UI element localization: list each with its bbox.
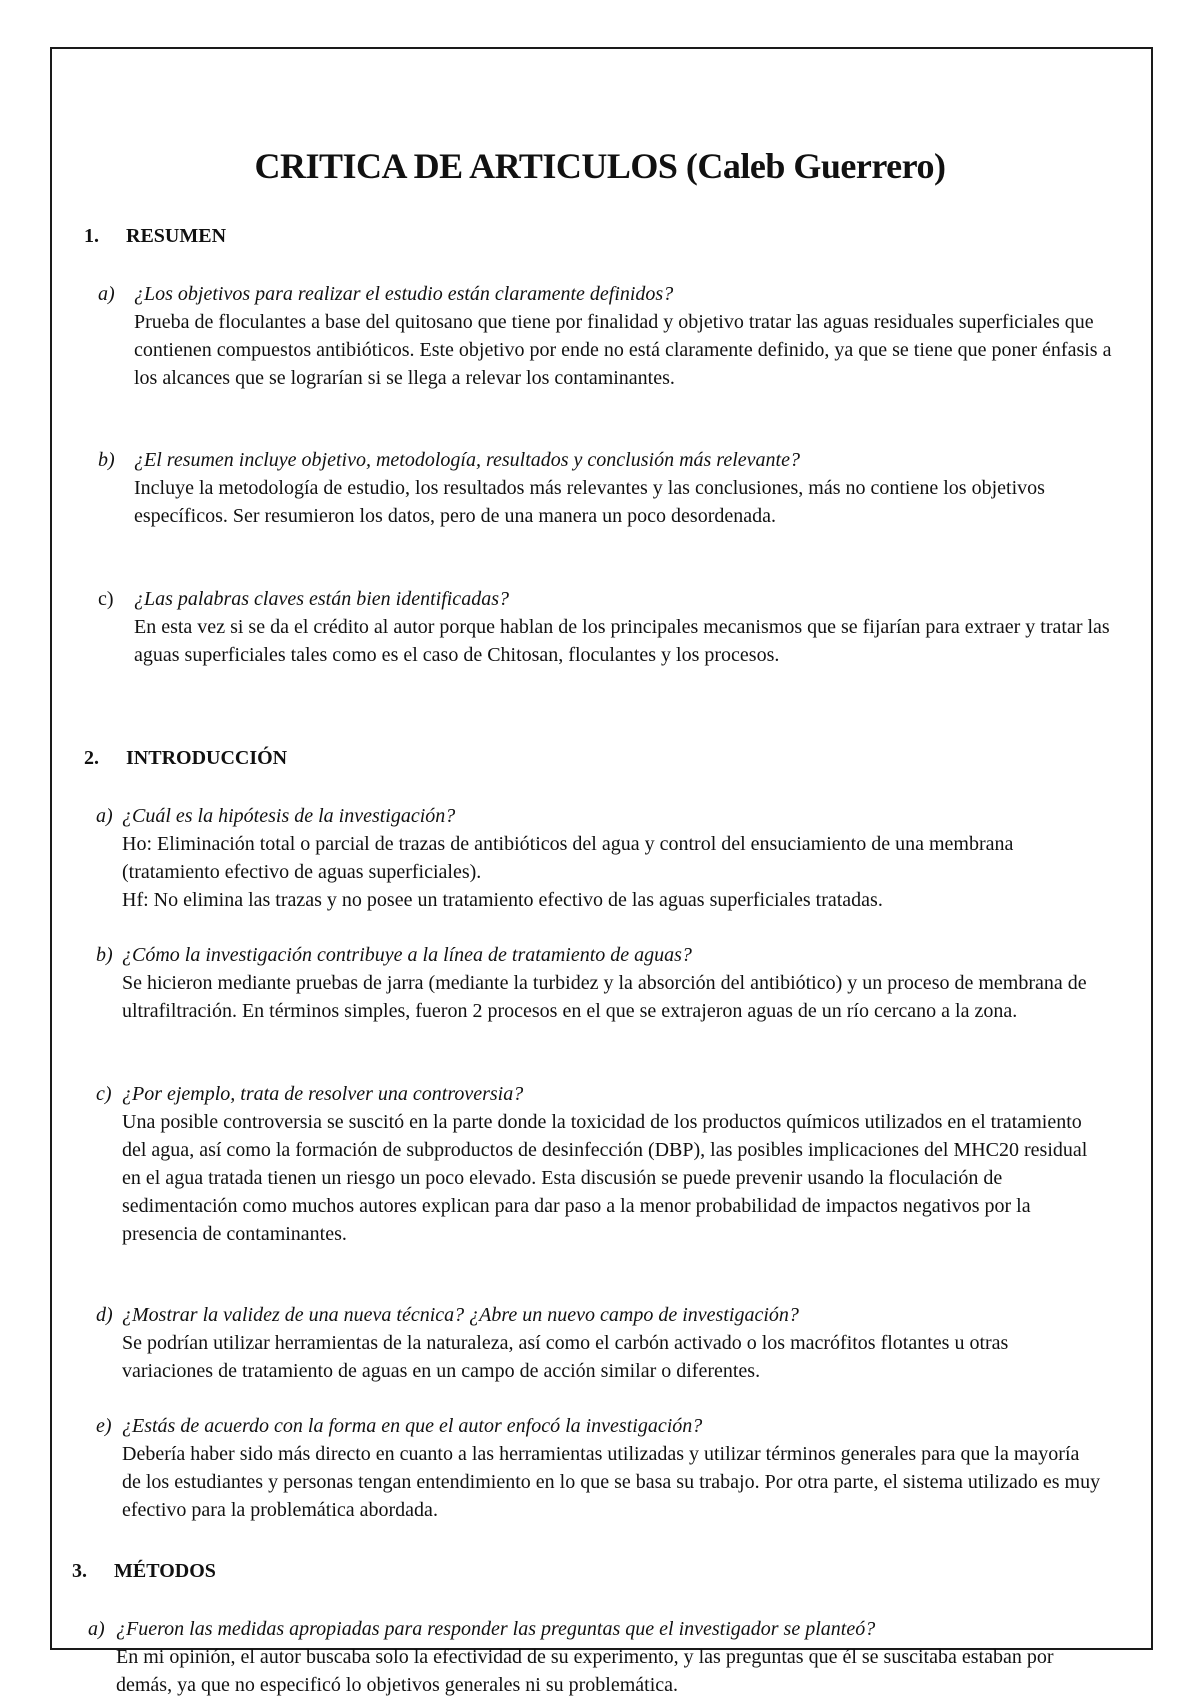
section-title: INTRODUCCIÓN (126, 747, 288, 769)
answer-text: Se hicieron mediante pruebas de jarra (mediante la turbidez y la absorción del antibiótico) y un proceso de membrana de ultrafiltración. En términos simples, fueron 2 procesos en el que se extrajeron aguas de un río cercano a la zona. (122, 972, 1087, 1022)
answer-text: En esta vez si se da el crédito al autor porque hablan de los principales mecanismos que se fijarían para extraer y tratar las aguas superficiales tales como es el caso de Chitosan, floculantes y los procesos. (134, 616, 1110, 666)
answer-text: Se podrían utilizar herramientas de la naturaleza, así como el carbón activado o los macrófitos flotantes u otras variaciones de tratamiento de aguas en un campo de acción similar o diferentes. (122, 1332, 1009, 1382)
hypothesis-alternative: Hf: No elimina las trazas y no posee un tratamiento efectivo de las aguas superficiales tratadas. (122, 889, 883, 911)
section-heading-resumen (84, 222, 226, 250)
answer-text: En mi opinión, el autor buscaba solo la efectividad de su experimento, y las preguntas que él se suscitaba estaban por demás, ya que no especificó lo objetivos generales ni su problemática. (116, 1646, 1054, 1696)
answer-text: Incluye la metodología de estudio, los resultados más relevantes y las conclusiones, más no contiene los objetivos específicos. Ser resumieron los datos, pero de una manera un poco desordenada. (134, 477, 1045, 527)
item-marker: a) (96, 805, 113, 827)
question-text: ¿Los objetivos para realizar el estudio están claramente definidos? (134, 283, 674, 305)
item-marker: b) (98, 449, 115, 471)
section-number: 2. (84, 747, 99, 769)
section-number: 3. (72, 1560, 87, 1582)
answer-text: Una posible controversia se suscitó en la parte donde la toxicidad de los productos químicos utilizados en el tratamiento del agua, así como la formación de subproductos de desinfección (DBP), las posibles implicaciones del MHC20 residual en el agua tratada tienen un riesgo un poco elevado. Esta discusión se puede prevenir usando la floculación de sedimentación como muchos autores explican para dar paso a la menor probabilidad de impactos negativos por la presencia de contaminantes. (122, 1111, 1088, 1245)
question-text: ¿Fueron las medidas apropiadas para responder las preguntas que el investigador se planteó? (116, 1618, 876, 1640)
item-marker: c) (98, 588, 114, 610)
question-text: ¿Estás de acuerdo con la forma en que el autor enfocó la investigación? (122, 1415, 703, 1437)
answer-text: Prueba de floculantes a base del quitosano que tiene por finalidad y objetivo tratar las aguas residuales superficiales que contienen compuestos antibióticos. Este objetivo por ende no está claramente definido, ya que se tiene que poner énfasis a los alcances que se lograrían si se llega a relevar los contaminantes. (134, 311, 1112, 389)
answer-text: Debería haber sido más directo en cuanto a las herramientas utilizadas y utilizar términos generales para que la mayoría de los estudiantes y personas tengan entendimiento en lo que se basa su trabajo. Por otra parte, el sistema utilizado es muy efectivo para la problemática abordada. (122, 1443, 1101, 1521)
document-title: CRITICA DE ARTICULOS (Caleb Guerrero) (254, 146, 946, 186)
item-marker: a) (88, 1618, 105, 1640)
section-title: RESUMEN (126, 225, 227, 247)
answer-text (122, 830, 1102, 914)
hypothesis-null: Ho: Eliminación total o parcial de trazas de antibióticos del agua y control del ensuciamiento de una membrana (tratamiento efectivo de aguas superficiales). (122, 833, 1014, 883)
item-marker: b) (96, 944, 113, 966)
item-marker: d) (96, 1304, 113, 1326)
question-text: ¿El resumen incluye objetivo, metodología, resultados y conclusión más relevante? (134, 449, 800, 471)
question-text: ¿Cuál es la hipótesis de la investigación? (122, 805, 456, 827)
section-number: 1. (84, 225, 99, 247)
section-heading-metodos (72, 1557, 216, 1585)
section-heading-introduccion (84, 744, 287, 772)
section-title: MÉTODOS (114, 1560, 216, 1582)
question-text: ¿Cómo la investigación contribuye a la línea de tratamiento de aguas? (122, 944, 692, 966)
item-marker: a) (98, 283, 115, 305)
question-text: ¿Mostrar la validez de una nueva técnica? ¿Abre un nuevo campo de investigación? (122, 1304, 799, 1326)
item-marker: c) (96, 1083, 112, 1105)
question-text: ¿Por ejemplo, trata de resolver una controversia? (122, 1083, 524, 1105)
item-marker: e) (96, 1415, 112, 1437)
question-text: ¿Las palabras claves están bien identificadas? (134, 588, 509, 610)
